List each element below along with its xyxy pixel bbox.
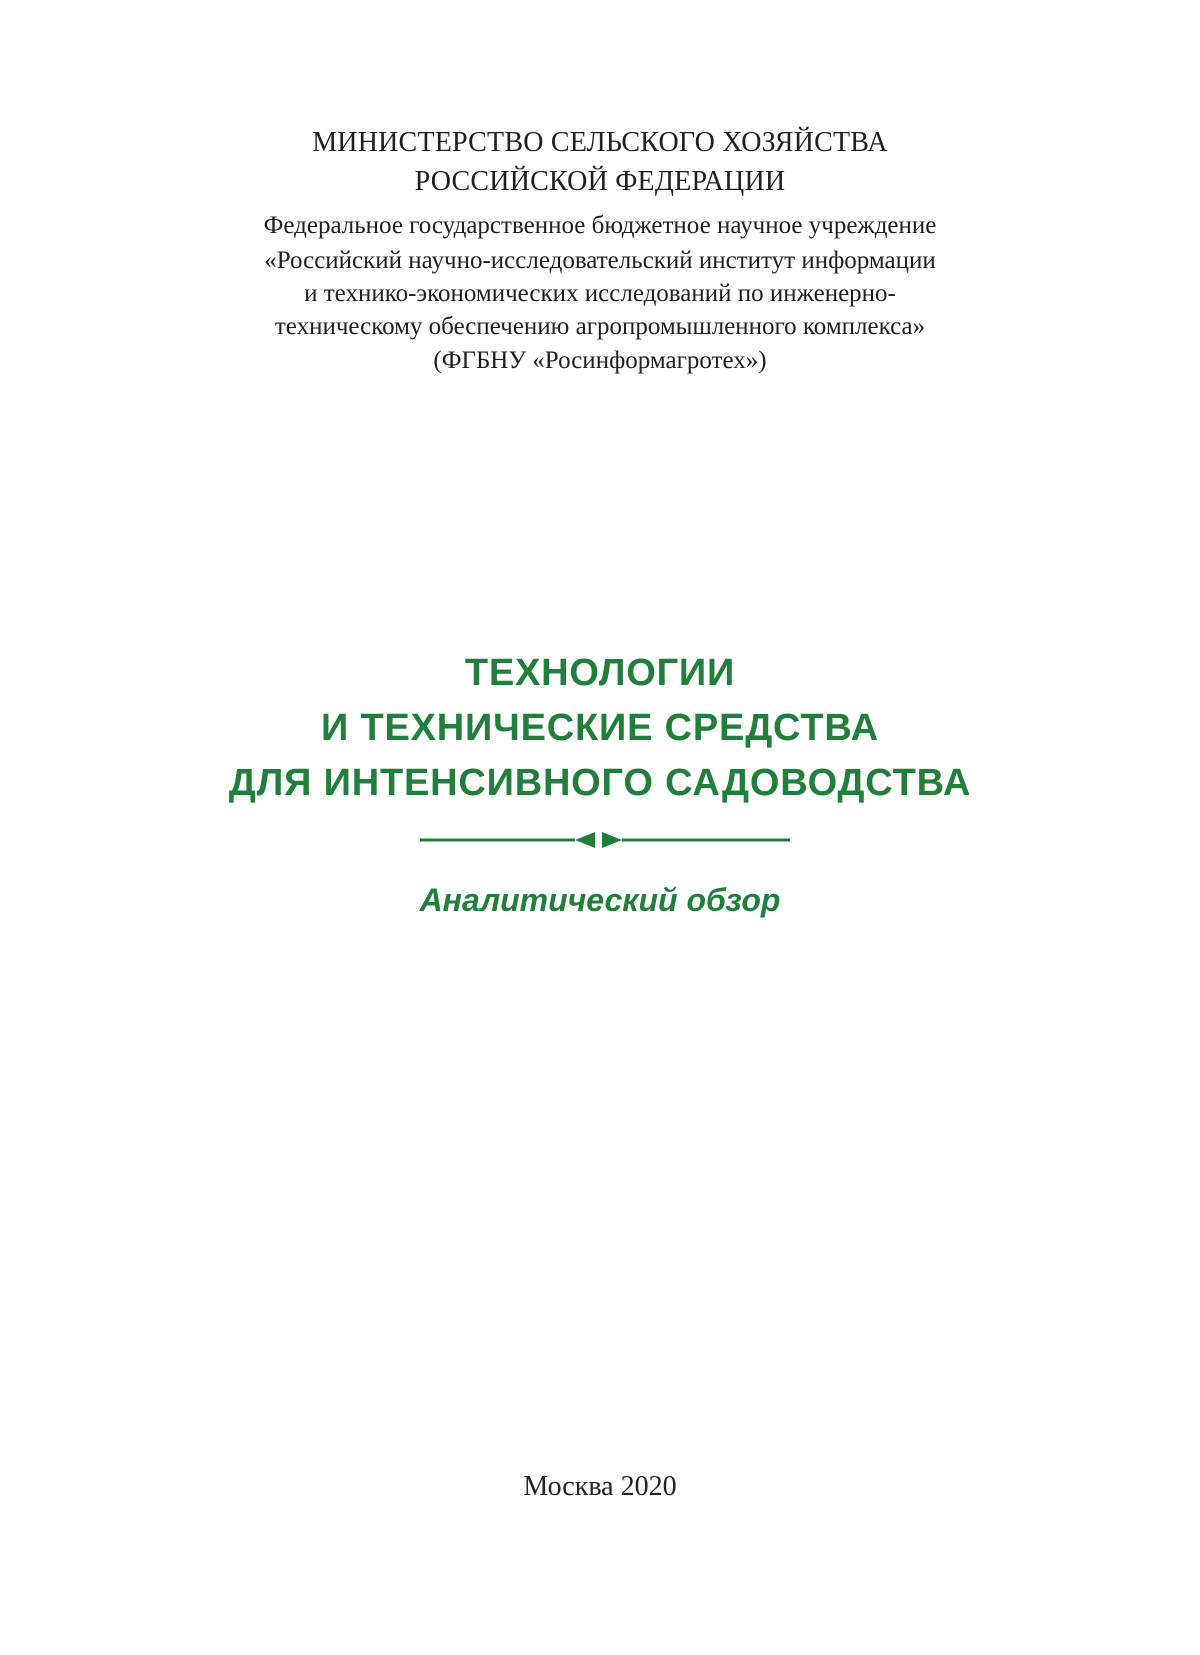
institution-line-5: (ФГБНУ «Росинформагротех») xyxy=(433,347,767,374)
institution-line-4: техническому обеспечению агропромышленного комплекса» xyxy=(274,313,926,340)
double-arrow-ornament-icon xyxy=(420,830,790,850)
institution-line-1: Федеральное государственное бюджетное научное учреждение xyxy=(263,212,937,239)
document-subtitle: Аналитический обзор xyxy=(419,882,781,918)
ministry-title-line-1: МИНИСТЕРСТВО СЕЛЬСКОГО ХОЗЯЙСТВА xyxy=(312,127,888,158)
ministry-title-line-2: РОССИЙСКОЙ ФЕДЕРАЦИИ xyxy=(414,166,786,197)
institution-line-3: и технико-экономических исследований по инженерно- xyxy=(304,280,896,307)
document-title-line-1: ТЕХНОЛОГИИ xyxy=(464,652,736,694)
publication-place-year: Москва 2020 xyxy=(523,1471,677,1502)
document-title-line-3: ДЛЯ ИНТЕНСИВНОГО САДОВОДСТВА xyxy=(228,762,972,804)
institution-line-2: «Российский научно-исследовательский институт информации xyxy=(264,247,936,274)
document-title-line-2: И ТЕХНИЧЕСКИЕ СРЕДСТВА xyxy=(321,707,879,749)
